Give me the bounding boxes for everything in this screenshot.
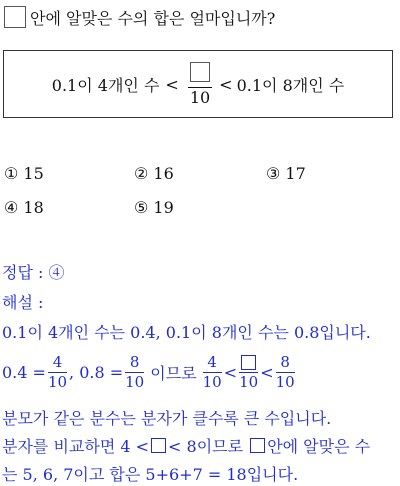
less-than-1: < [165,74,179,94]
condition-left: 0.1이 4개인 수 [51,75,160,95]
eq-mid: 이므로 [150,363,197,383]
explanation-line-5: 는 5, 6, 7이고 합은 5+6+7 = 18입니다. [2,465,299,484]
eq-b-lhs: , 0.8 = [69,362,124,382]
eq-lt-1: < [223,362,238,382]
eq-fraction-b [125,352,145,391]
blank-box [241,355,256,370]
explanation-title: 해설 : [2,293,44,312]
eq-a-den: 10 [47,372,68,391]
eq-d-num-box [241,354,256,370]
eq-fraction-c [202,352,222,391]
answer-label: 정답 : ④ [2,263,65,282]
explanation-line-3: 분모가 같은 분수는 분자가 클수록 큰 수입니다. [2,409,332,428]
fraction-blank [188,62,212,106]
choice-3[interactable]: ③ 17 [266,164,306,183]
blank-box [190,62,210,82]
eq-b-den: 10 [125,372,145,391]
line4-part-c: 안에 알맞은 수 [267,437,371,456]
explanation-line-1: 0.1이 4개인 수는 0.4, 0.1이 8개인 수는 0.8입니다. [2,323,371,342]
blank-box [250,438,265,453]
fraction-denominator: 10 [189,88,211,107]
eq-fraction-a [47,352,68,391]
eq-lt-2: < [260,362,274,382]
blank-box [151,438,166,453]
eq-e-den: 10 [275,372,295,391]
eq-b-num: 8 [129,352,140,371]
blank-box [4,6,26,28]
eq-d-den: 10 [239,372,259,391]
eq-a-lhs: 0.4 = [2,362,46,382]
fraction-numerator-box [188,62,212,85]
line4-part-a: 분자를 비교하면 4 < [2,437,150,456]
eq-c-den: 10 [202,372,222,391]
eq-fraction-e [275,352,295,391]
explanation-line-4 [2,434,370,457]
condition-frame [3,50,393,118]
choice-5[interactable]: ⑤ 19 [134,198,174,217]
choice-1[interactable]: ① 15 [4,164,44,183]
condition-right: 0.1이 8개인 수 [236,75,345,95]
question [4,4,275,30]
question-text: 안에 알맞은 수의 합은 얼마입니까? [30,8,276,28]
condition-expression [4,51,392,117]
less-than-2: < [219,74,233,94]
eq-a-num: 4 [52,352,63,371]
explanation-equation [2,348,297,396]
choice-4[interactable]: ④ 18 [4,198,44,217]
eq-e-num: 8 [280,352,290,371]
eq-fraction-d [239,354,258,390]
line4-part-b: < 8이므로 [168,437,244,456]
choice-2[interactable]: ② 16 [134,164,174,183]
eq-c-num: 4 [207,352,217,371]
